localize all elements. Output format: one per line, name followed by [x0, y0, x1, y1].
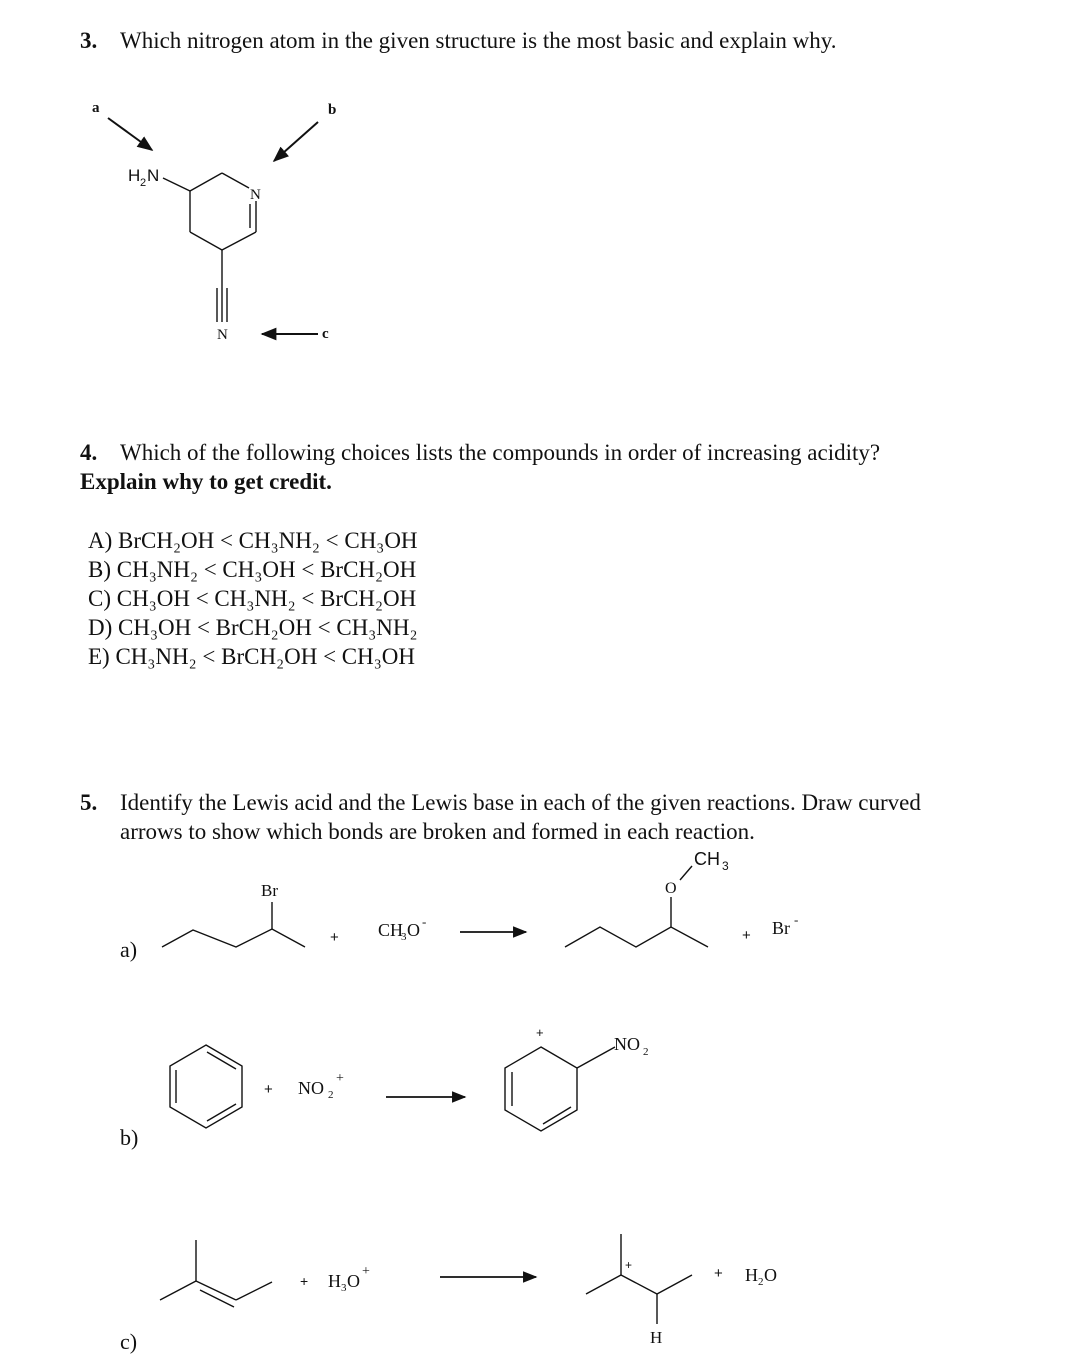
- nitronium-sub: 2: [328, 1089, 334, 1101]
- question-number: 5.: [80, 790, 98, 815]
- hydronium-o: O: [347, 1271, 360, 1291]
- nitronium-no: NO: [298, 1078, 324, 1098]
- hydronium-h: H: [328, 1271, 341, 1291]
- label-a: a: [92, 100, 100, 116]
- question-5: [80, 788, 921, 846]
- question-number: 3.: [80, 28, 98, 53]
- ring-n: N: [250, 187, 261, 203]
- nitrile-bond: [217, 250, 227, 322]
- water-o: O: [764, 1265, 777, 1285]
- bromobutane-skeleton: [162, 929, 305, 947]
- bond-amine: [163, 178, 190, 191]
- ch3-ch: CH: [694, 849, 720, 869]
- o-ch3-bond: [680, 866, 692, 880]
- ether-skeleton: [565, 927, 708, 947]
- choice-c: C) CH₃OH < CH₃NH₂ < BrCH₂OH: [88, 586, 417, 611]
- methoxide: [378, 914, 426, 943]
- arrow-b: [274, 122, 318, 161]
- plus-b1: +: [264, 1081, 273, 1098]
- carbocation-skeleton: [586, 1234, 692, 1324]
- question-number: 4.: [80, 440, 98, 465]
- br-atom: Br: [261, 881, 278, 900]
- reaction-a: [120, 849, 798, 962]
- question-text: Which of the following choices lists the compounds in order of increasing acidity?: [120, 440, 881, 465]
- nitronium-charge: +: [336, 1071, 344, 1086]
- choice-a: A) BrCH₂OH < CH₃NH₂ < CH₃OH: [88, 528, 418, 553]
- arenium-ring: [505, 1047, 615, 1131]
- plus-a1: +: [330, 929, 339, 946]
- arrow-a: [108, 118, 152, 150]
- nitronium: [298, 1071, 344, 1101]
- hydronium: [328, 1264, 370, 1294]
- choice-d: D) CH₃OH < BrCH₂OH < CH₃NH₂: [88, 615, 418, 640]
- ch3-sub: 3: [722, 859, 729, 873]
- water: [745, 1265, 777, 1288]
- nitro-sub: 2: [643, 1046, 649, 1058]
- tetrahydropyridine-ring: [190, 173, 256, 250]
- choice-e: E) CH₃NH₂ < BrCH₂OH < CH₃OH: [88, 644, 415, 669]
- alkene-skeleton: [160, 1240, 272, 1307]
- amine-label: [128, 166, 159, 189]
- bromide-charge: -: [794, 912, 799, 927]
- nitro-no: NO: [614, 1034, 640, 1054]
- nitro-group: [614, 1034, 649, 1058]
- plus-a2: +: [742, 927, 751, 944]
- h-atom: H: [650, 1328, 663, 1347]
- reaction-b: [120, 1025, 649, 1150]
- methoxide-ch: CH: [378, 920, 404, 940]
- label-c: c: [322, 326, 329, 342]
- carbocation-charge: +: [625, 1258, 633, 1272]
- amine-h: H: [128, 166, 141, 185]
- question-text: Which nitrogen atom in the given structure is the most basic and explain why.: [120, 28, 837, 53]
- q3-structure: [92, 100, 336, 343]
- amine-sub: 2: [140, 177, 147, 189]
- hydronium-sub: 3: [341, 1282, 347, 1294]
- water-h: H: [745, 1265, 758, 1285]
- question-text-line2: arrows to show which bonds are broken and formed in each reaction.: [120, 819, 755, 844]
- methoxide-charge: -: [422, 914, 427, 929]
- bromide: Br: [772, 918, 790, 938]
- arenium-charge: +: [536, 1025, 544, 1040]
- nitrile-n: N: [217, 327, 228, 343]
- question-4: [80, 438, 880, 496]
- amine-n: N: [147, 166, 160, 185]
- label-a-reaction: a): [120, 937, 138, 962]
- methoxide-o: O: [407, 920, 420, 940]
- o-atom: O: [665, 880, 677, 897]
- water-sub: 2: [758, 1276, 764, 1288]
- plus-c2: +: [714, 1265, 723, 1282]
- methoxide-sub: 3: [401, 931, 407, 943]
- label-b-reaction: b): [120, 1125, 139, 1150]
- benzene-ring: [170, 1045, 242, 1128]
- plus-c1: +: [300, 1273, 309, 1289]
- hydronium-charge: +: [362, 1264, 370, 1279]
- explain-instruction: Explain why to get credit.: [80, 469, 332, 494]
- methyl-group: [694, 849, 729, 873]
- question-text-line1: Identify the Lewis acid and the Lewis base in each of the given reactions. Draw curved: [120, 790, 921, 815]
- label-b: b: [328, 102, 337, 118]
- reaction-c: [120, 1234, 777, 1354]
- label-c-reaction: c): [120, 1329, 138, 1354]
- choice-b: B) CH₃NH₂ < CH₃OH < BrCH₂OH: [88, 557, 417, 582]
